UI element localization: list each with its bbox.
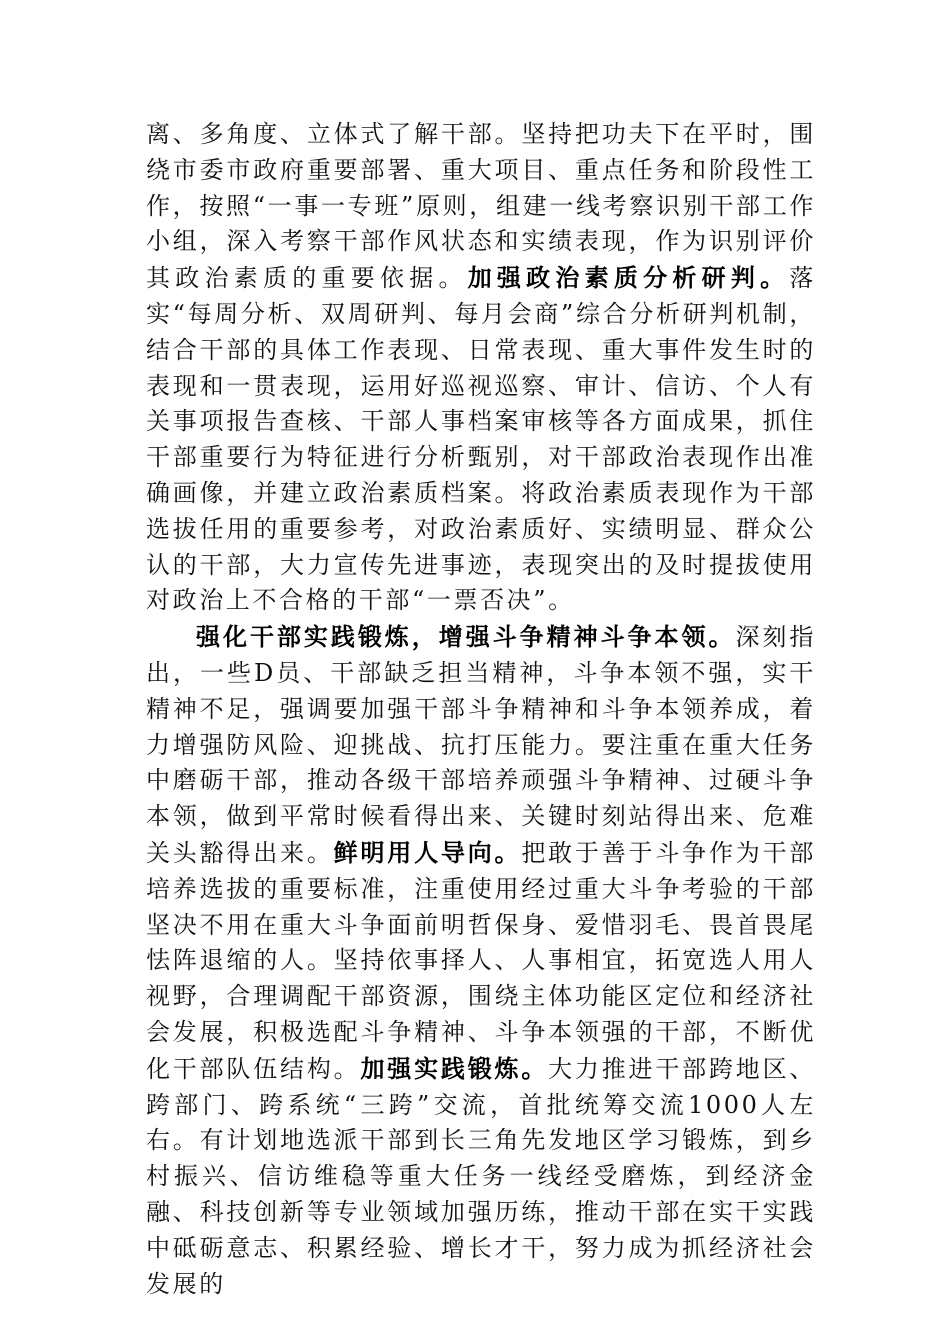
document-body xyxy=(146,117,816,1302)
paragraph-1-text-2: 落实“每周分析、双周研判、每月会商”综合分析研判机制，结合干部的具体工作表现、日常表现、重大事件发生时的表现和一贯表现，运用好巡视巡察、审计、信访、个人有关事项报告查核、干部人事档案审核等各方面成果，抓住干部重要行为特征进行分析甄别，对干部政治表现作出准确画像，并建立政治素质档案。将政治素质表现作为干部选拔任用的重要参考，对政治素质好、实绩明显、群众公认的干部，大力宣传先进事迹，表现突出的及时提拔使用对政治上不合格的干部“一票否决”。 xyxy=(146,264,816,615)
paragraph-1 xyxy=(146,117,816,619)
paragraph-1-text-1: 离、多角度、立体式了解干部。坚持把功夫下在平时，围绕市委市政府重要部署、重大项目、重点任务和阶段性工作，按照“一事一专班”原则，组建一线考察识别干部工作小组，深入考察干部作风状态和实绩表现，作为识别评价其政治素质的重要依据。 xyxy=(146,120,816,293)
paragraph-1-bold-heading-1: 加强政治素质分析研判。 xyxy=(467,263,790,293)
paragraph-2-text-2: 把敢于善于斗争作为干部培养选拔的重要标准，注重使用经过重大斗争考验的干部坚决不用在重大斗争面前明哲保身、爱惜羽毛、畏首畏尾怯阵退缩的人。坚持依事择人、人事相宜，拓宽选人用人视野，合理调配干部资源，围绕主体功能区定位和经济社会发展，积极选配斗争精神、斗争本领强的干部，不断优化干部队伍结构。 xyxy=(146,838,816,1083)
paragraph-2-bold-heading-1: 强化干部实践锻炼，增强斗争精神斗争本领。 xyxy=(196,622,736,652)
paragraph-2-bold-heading-3: 加强实践锻炼。 xyxy=(360,1053,549,1083)
paragraph-2-text-1: 深刻指出，一些D员、干部缺乏担当精神，斗争本领不强，实干精神不足，强调要加强干部斗争精神和斗争本领养成，着力增强防风险、迎挑战、抗打压能力。要注重在重大任务中磨砺干部，推动各级干部培养顽强斗争精神、过硬斗争本领，做到平常时候看得出来、关键时刻站得出来、危难关头豁得出来。 xyxy=(146,623,816,867)
paragraph-2-bold-heading-2: 鲜明用人导向。 xyxy=(333,837,522,867)
paragraph-2-text-3: 大力推进干部跨地区、跨部门、跨系统“三跨”交流，首批统筹交流1000人左右。有计划地选派干部到长三角先发地区学习锻炼，到乡村振兴、信访维稳等重大任务一线经受磨炼，到经济金融、科技创新等专业领域加强历练，推动干部在实干实践中砥砺意志、积累经验、增长才干，努力成为抓经济社会发展的 xyxy=(146,1054,816,1298)
paragraph-2 xyxy=(146,619,816,1302)
